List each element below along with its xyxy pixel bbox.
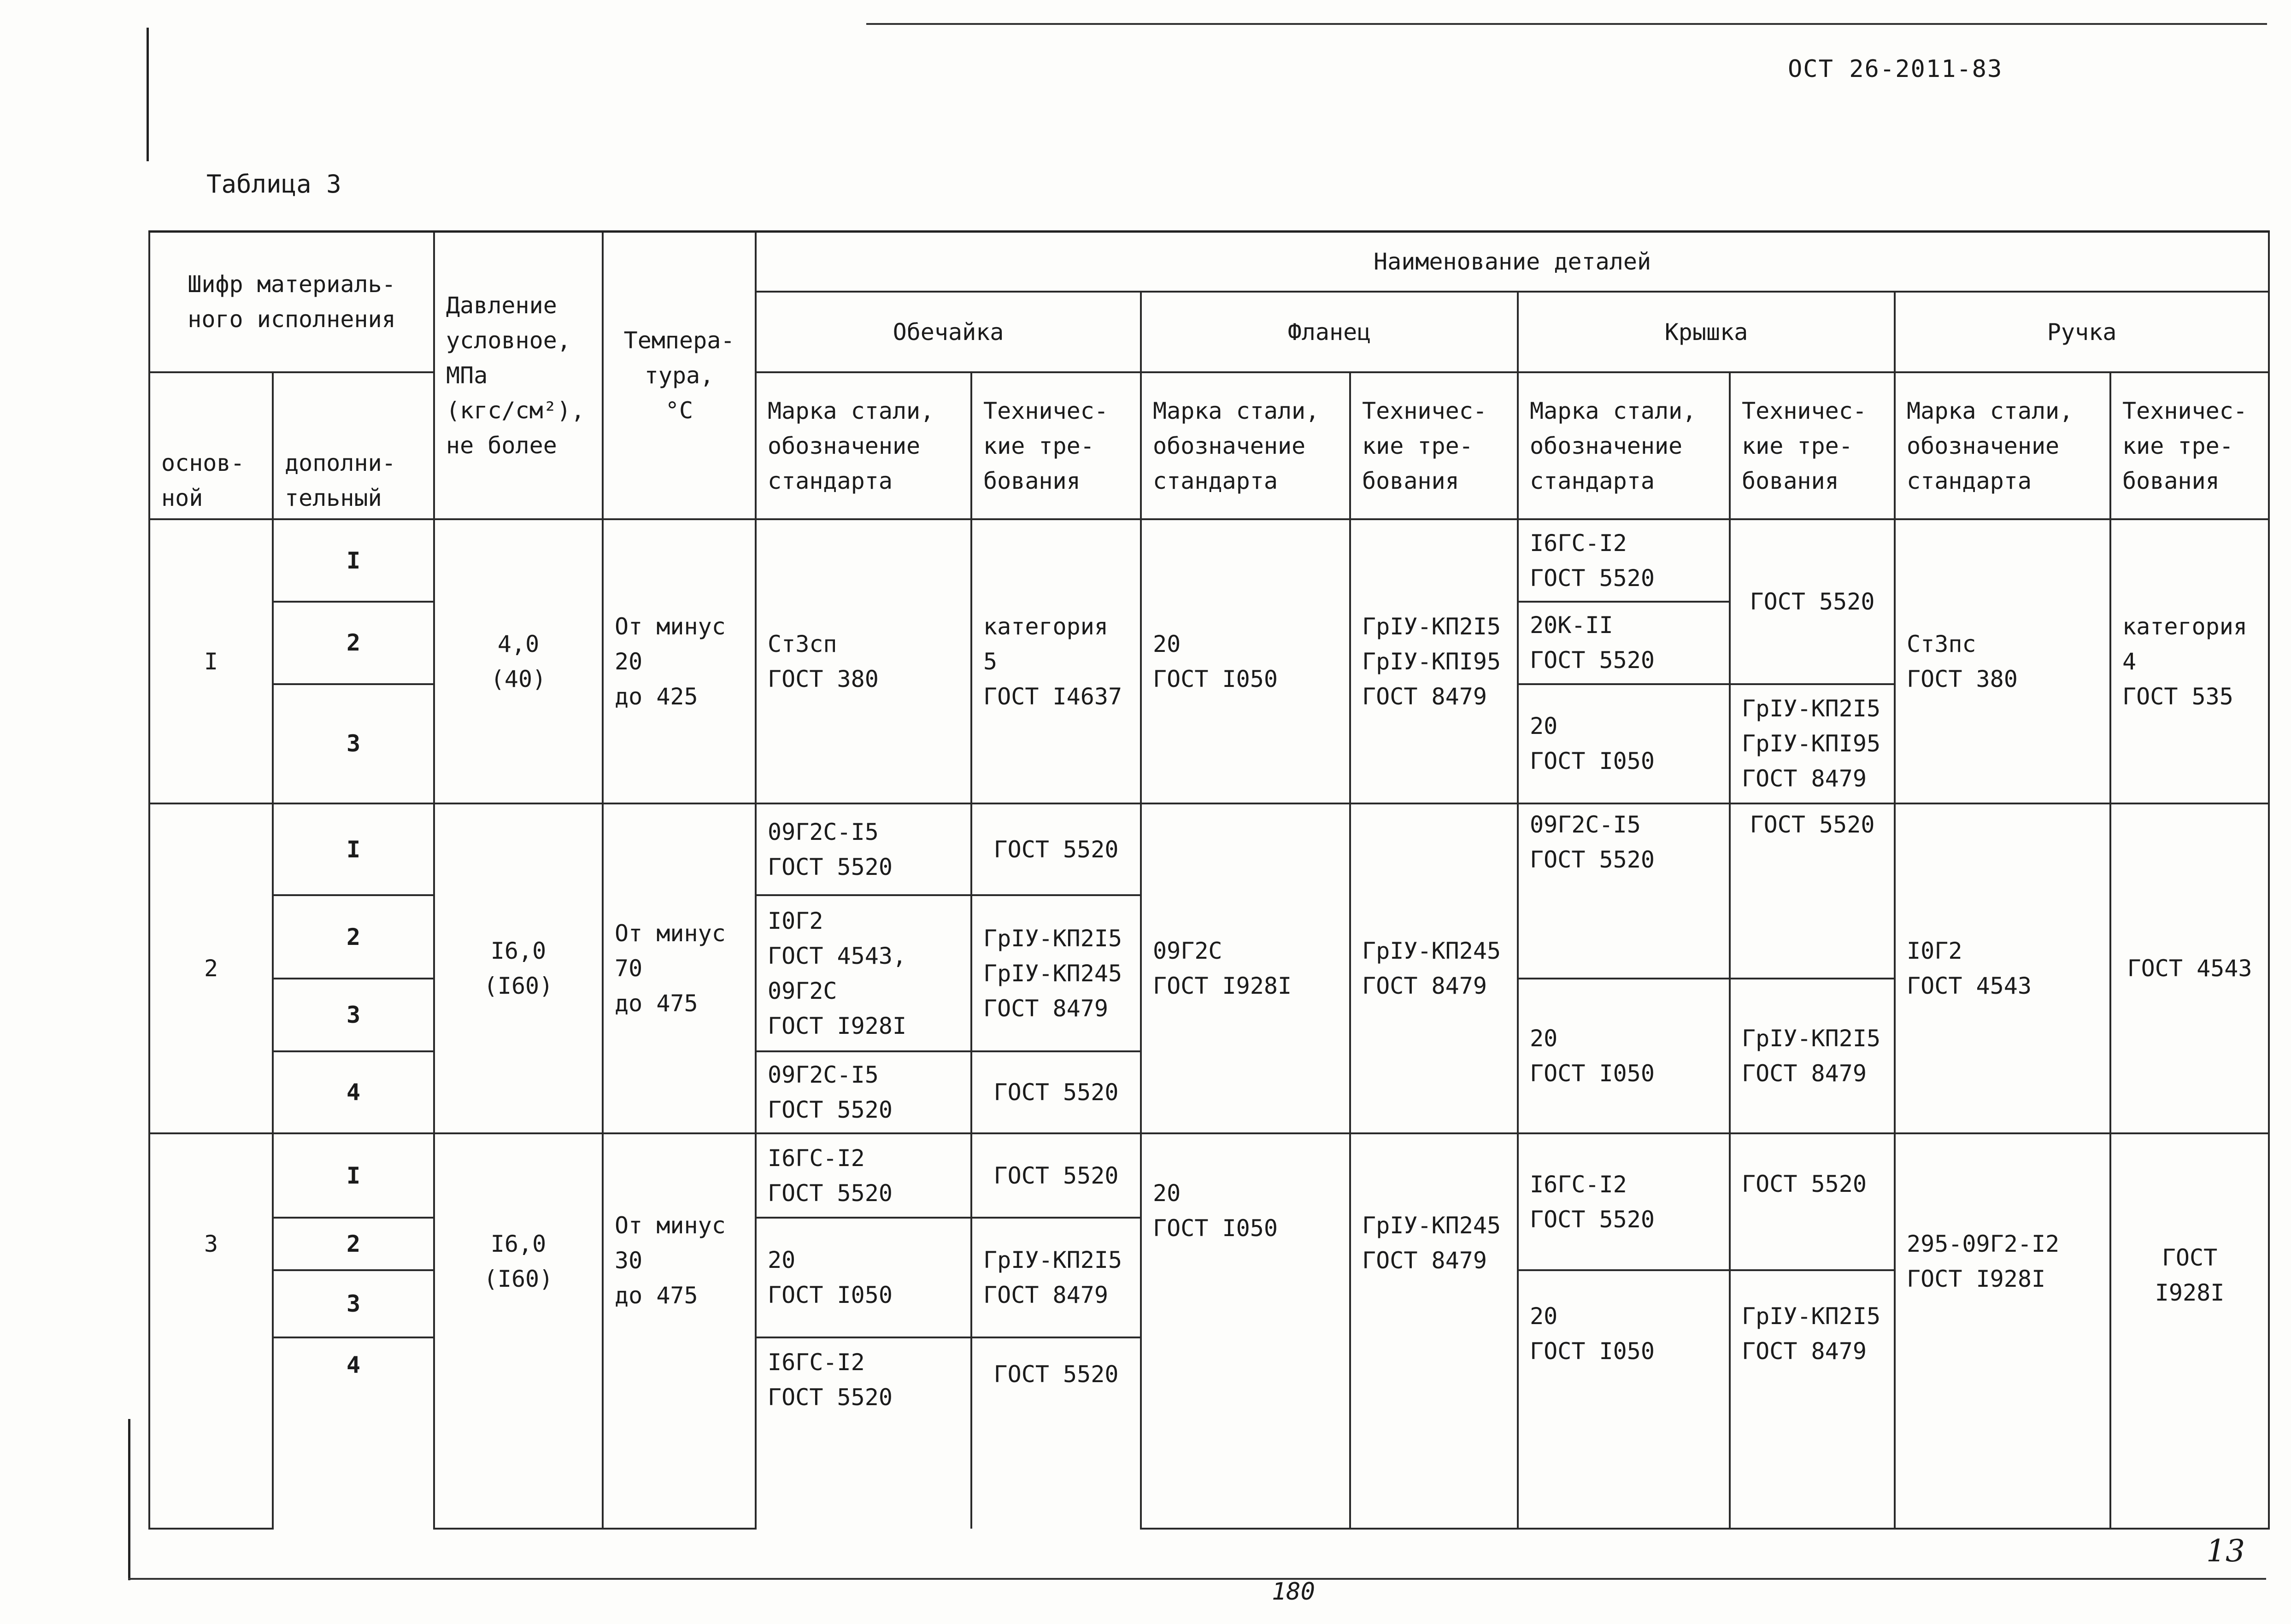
handle-req: ГОСТ I928I: [2110, 1133, 2269, 1529]
header-cipher-main: основ- ной: [149, 372, 273, 520]
group-extra: 4: [273, 1051, 434, 1134]
group-main: I: [149, 519, 273, 803]
bottom-rule: [128, 1578, 2266, 1580]
group-extra: I: [273, 1133, 434, 1218]
shell-grade: 09Г2С-I5 ГОСТ 5520: [756, 803, 971, 895]
header-tech-req: Техничес- кие тре- бования: [1730, 372, 1895, 520]
shell-req: категория 5 ГОСТ I4637: [971, 519, 1141, 803]
group-extra: 2: [273, 602, 434, 684]
header-tech-req: Техничес- кие тре- бования: [2110, 372, 2269, 520]
handle-grade: 295-09Г2-I2 ГОСТ I928I: [1895, 1133, 2110, 1529]
group-temperature: От минус 70 до 475: [603, 803, 756, 1133]
handle-req: ГОСТ 4543: [2110, 803, 2269, 1133]
shell-req: ГОСТ 5520: [971, 1133, 1141, 1218]
group-main: 3: [149, 1133, 273, 1529]
shell-grade: 20 ГОСТ I050: [756, 1218, 971, 1337]
flange-req: ГрIУ-КП245 ГОСТ 8479: [1350, 803, 1518, 1133]
header-tech-req: Техничес- кие тре- бования: [1350, 372, 1518, 520]
group-pressure: I6,0 (I60): [434, 1133, 603, 1529]
header-tech-req: Техничес- кие тре- бования: [971, 372, 1141, 520]
flange-req: ГрIУ-КП245 ГОСТ 8479: [1350, 1133, 1518, 1529]
group-pressure: I6,0 (I60): [434, 803, 603, 1133]
cover-grade: 20 ГОСТ I050: [1518, 1270, 1730, 1529]
group-extra: 2: [273, 1218, 434, 1270]
header-cipher: Шифр материаль- ного исполнения: [149, 232, 434, 372]
shell-req: ГОСТ 5520: [971, 1337, 1141, 1529]
header-part-handle: Ручка: [1895, 292, 2269, 372]
margin-line-bottom: [128, 1419, 130, 1580]
handle-req: категория 4 ГОСТ 535: [2110, 519, 2269, 803]
cover-req: ГОСТ 5520: [1730, 519, 1895, 684]
group-main: 2: [149, 803, 273, 1133]
header-pressure: Давление условное, МПа (кгс/см²), не более: [434, 232, 603, 520]
shell-grade: Ст3сп ГОСТ 380: [756, 519, 971, 803]
header-steel-grade: Марка стали, обозначение стандарта: [1518, 372, 1730, 520]
flange-req: ГрIУ-КП2I5 ГрIУ-КПI95 ГОСТ 8479: [1350, 519, 1518, 803]
flange-grade: 09Г2С ГОСТ I928I: [1141, 803, 1350, 1133]
cover-grade: 20К-II ГОСТ 5520: [1518, 602, 1730, 684]
group-extra: 3: [273, 1270, 434, 1337]
cover-req: ГОСТ 5520: [1730, 1133, 1895, 1270]
cover-req: ГрIУ-КП2I5 ГОСТ 8479: [1730, 1270, 1895, 1529]
group-extra: 2: [273, 895, 434, 979]
header-cipher-extra: дополни- тельный: [273, 372, 434, 520]
header-part-shell: Обечайка: [756, 292, 1141, 372]
group-temperature: От минус 30 до 475: [603, 1133, 756, 1529]
shell-req: ГОСТ 5520: [971, 803, 1141, 895]
header-steel-grade: Марка стали, обозначение стандарта: [756, 372, 971, 520]
cover-req: ГрIУ-КП2I5 ГОСТ 8479: [1730, 979, 1895, 1133]
flange-grade: 20 ГОСТ I050: [1141, 519, 1350, 803]
page-number: 13: [2206, 1533, 2245, 1569]
flange-grade: 20 ГОСТ I050: [1141, 1133, 1350, 1529]
empty-cell: [273, 1414, 434, 1529]
group-extra: 3: [273, 979, 434, 1051]
margin-line: [147, 28, 149, 161]
shell-grade: I6ГС-I2 ГОСТ 5520: [756, 1133, 971, 1218]
cover-req: ГОСТ 5520: [1730, 803, 1895, 979]
shell-grade: I0Г2 ГОСТ 4543, 09Г2С ГОСТ I928I: [756, 895, 971, 1051]
cover-req: ГрIУ-КП2I5 ГрIУ-КПI95 ГОСТ 8479: [1730, 684, 1895, 804]
cover-grade: 20 ГОСТ I050: [1518, 979, 1730, 1133]
cover-grade: 20 ГОСТ I050: [1518, 684, 1730, 804]
table-title: Таблица 3: [206, 170, 341, 199]
cover-grade: 09Г2С-I5 ГОСТ 5520: [1518, 803, 1730, 979]
group-extra: I: [273, 803, 434, 895]
cover-grade: I6ГС-I2 ГОСТ 5520: [1518, 519, 1730, 602]
handle-grade: I0Г2 ГОСТ 4543: [1895, 803, 2110, 1133]
group-temperature: От минус 20 до 425: [603, 519, 756, 803]
shell-grade: I6ГС-I2 ГОСТ 5520: [756, 1337, 971, 1529]
materials-table: [148, 230, 2270, 1530]
shell-req: ГрIУ-КП2I5 ГрIУ-КП245 ГОСТ 8479: [971, 895, 1141, 1051]
header-steel-grade: Марка стали, обозначение стандарта: [1141, 372, 1350, 520]
group-pressure: 4,0 (40): [434, 519, 603, 803]
header-part-flange: Фланец: [1141, 292, 1518, 372]
top-rule: [866, 23, 2267, 25]
group-extra: I: [273, 519, 434, 602]
header-temperature: Темпера- тура, °C: [603, 232, 756, 520]
header-steel-grade: Марка стали, обозначение стандарта: [1895, 372, 2110, 520]
document-code: ОСТ 26-2011-83: [1788, 55, 2003, 83]
shell-req: ГрIУ-КП2I5 ГОСТ 8479: [971, 1218, 1141, 1337]
handle-grade: Ст3пс ГОСТ 380: [1895, 519, 2110, 803]
cover-grade: I6ГС-I2 ГОСТ 5520: [1518, 1133, 1730, 1270]
shell-grade: 09Г2С-I5 ГОСТ 5520: [756, 1051, 971, 1134]
header-parts-name: Наименование деталей: [756, 232, 2269, 292]
shell-req: ГОСТ 5520: [971, 1051, 1141, 1134]
header-part-cover: Крышка: [1518, 292, 1895, 372]
group-extra: 3: [273, 684, 434, 804]
group-extra: 4: [273, 1337, 434, 1414]
sheet-number: 180: [1272, 1578, 1315, 1606]
